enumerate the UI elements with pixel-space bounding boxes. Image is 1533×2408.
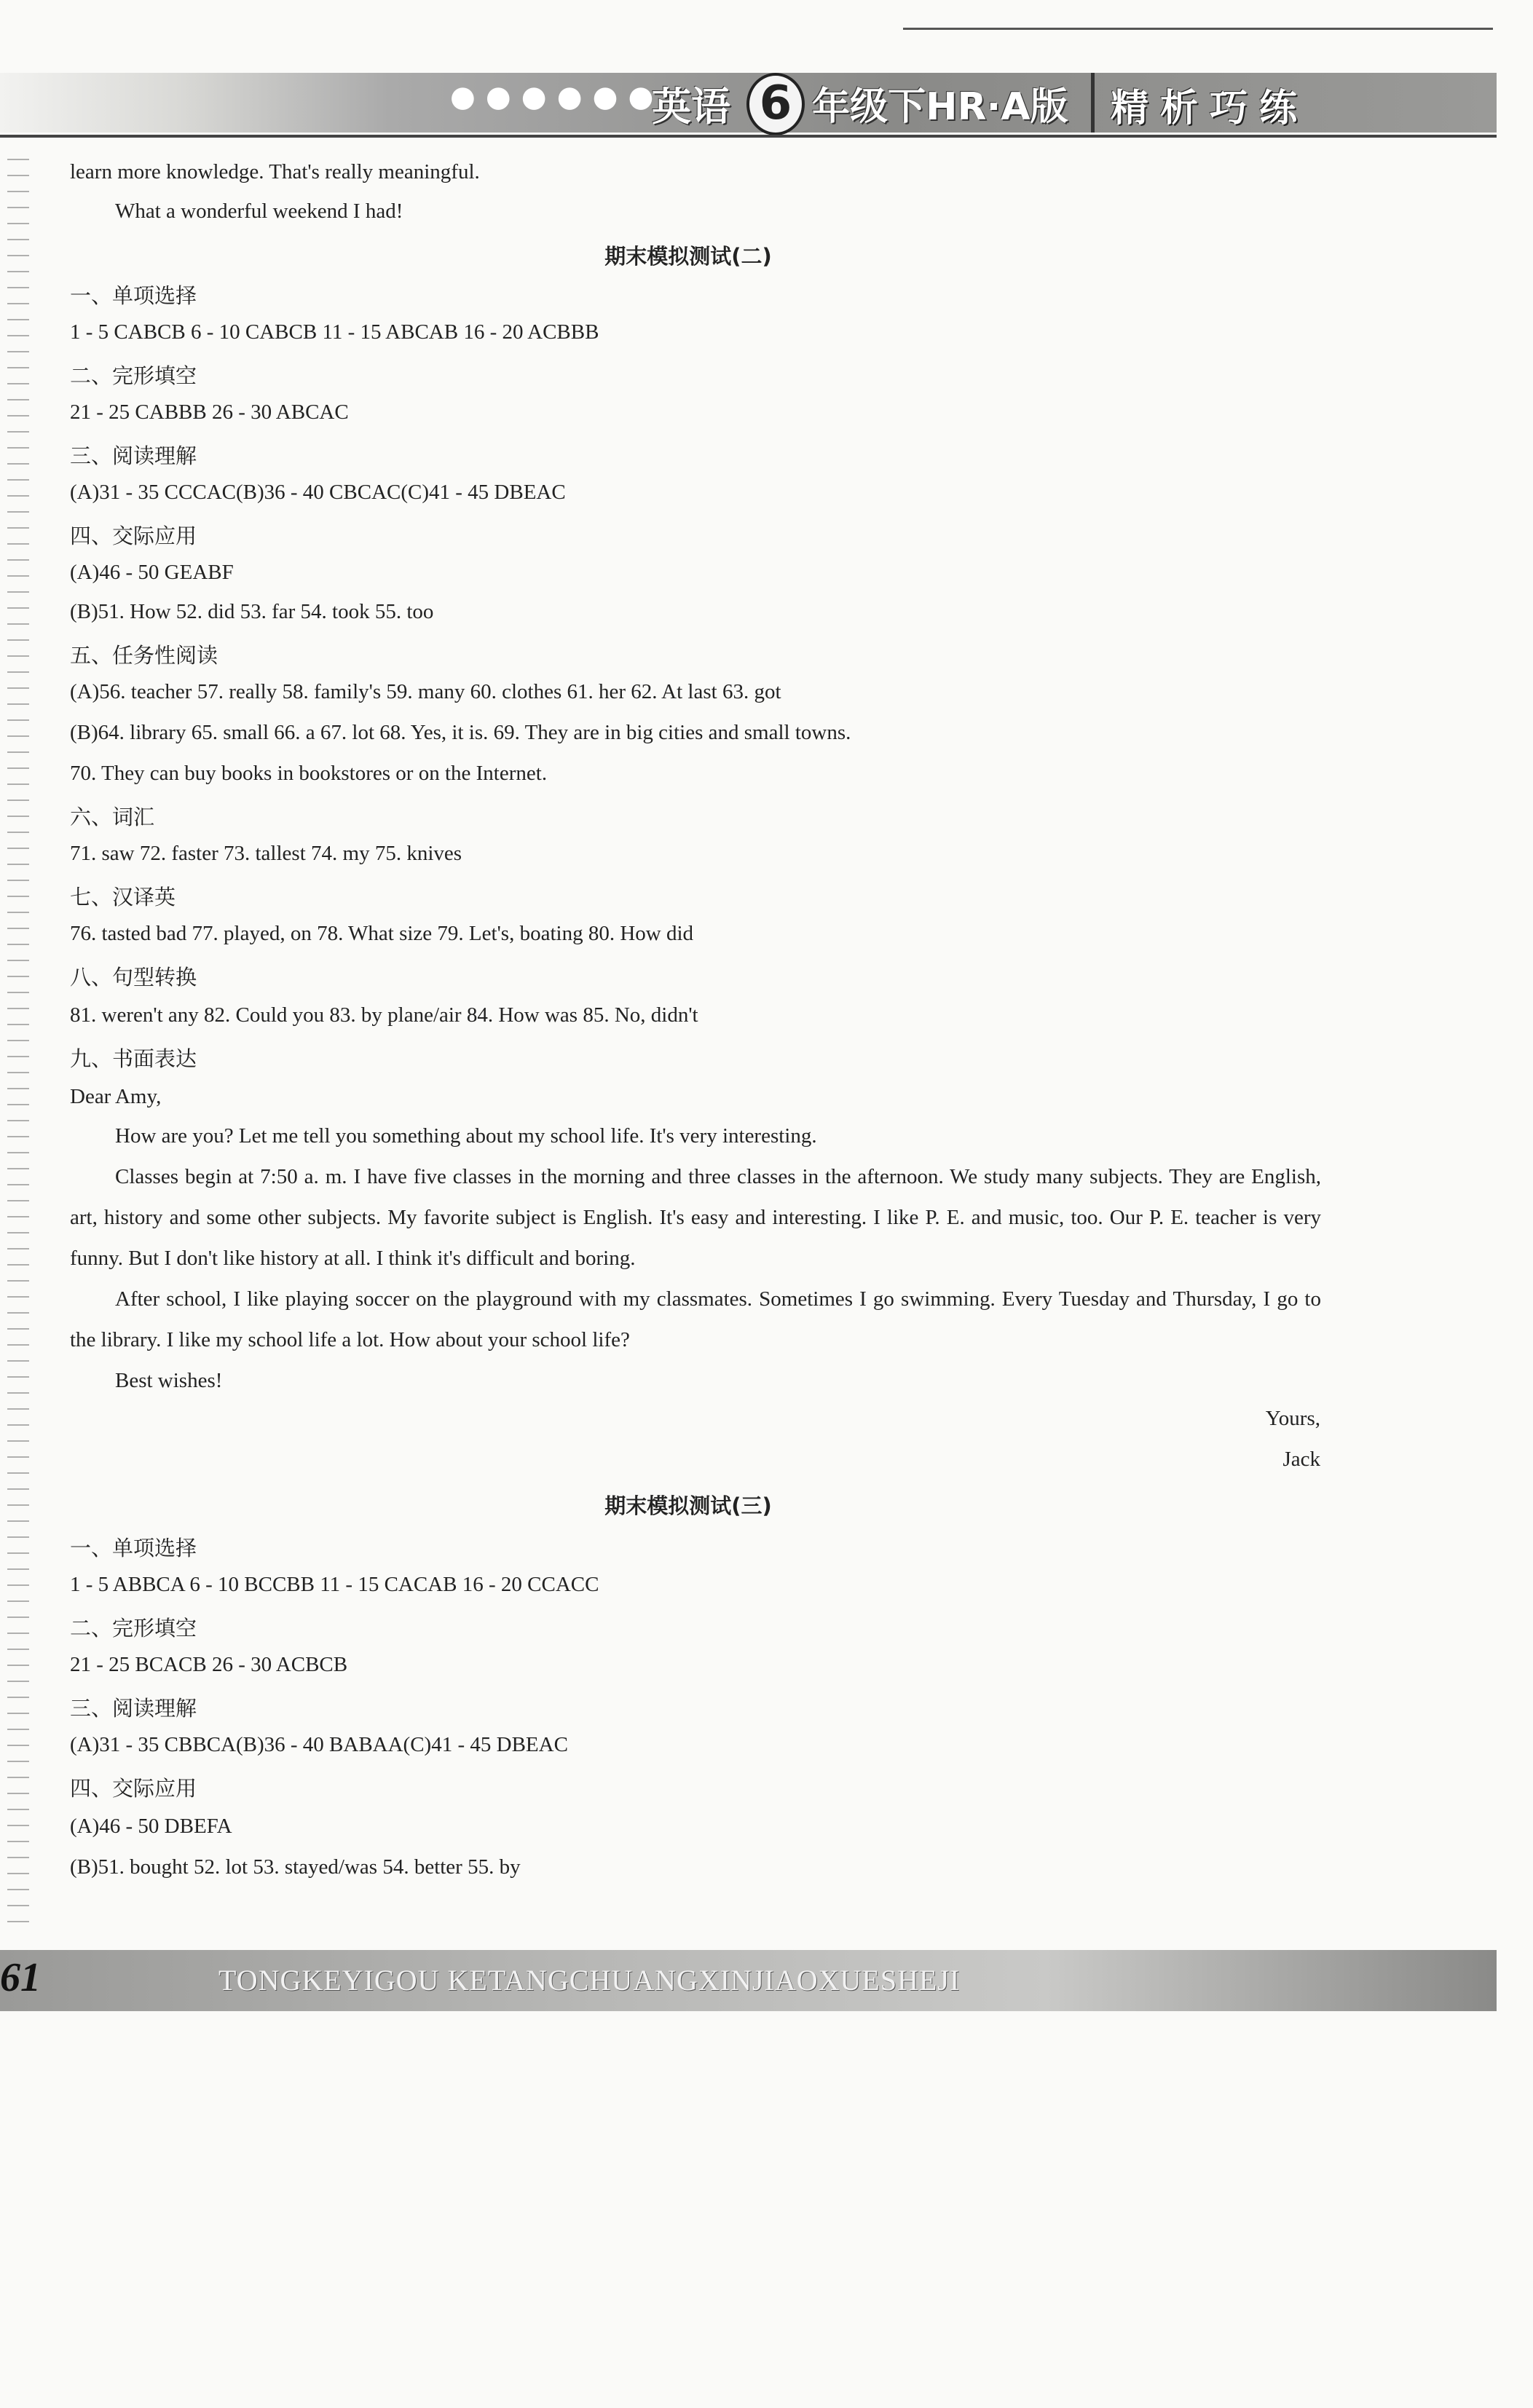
- grade-number-badge: 6: [746, 73, 805, 135]
- section-heading: 四、交际应用: [70, 524, 197, 548]
- header-subject: 英语: [652, 84, 730, 130]
- answer-line: (B)64. library 65. small 66. a 67. lot 68. Yes, it is. 69. They are in big cities and small towns.: [70, 721, 851, 744]
- section-heading: 七、汉译英: [70, 885, 176, 909]
- letter-paragraph: After school, I like playing soccer on the playground with my classmates. Sometimes I go swimming. Every Tuesday and Thursday, I go to the library. I like my school life a lot. How about your school life?: [70, 1287, 1321, 1351]
- answer-line: (A)31 - 35 CCCAC(B)36 - 40 CBCAC(C)41 - 45 DBEAC: [70, 481, 566, 504]
- answer-line: 1 - 5 CABCB 6 - 10 CABCB 11 - 15 ABCAB 16 - 20 ACBBB: [70, 320, 599, 344]
- section-heading: 一、单项选择: [70, 283, 197, 308]
- footer-slogan: TONGKEYIGOU KETANGCHUANGXINJIAOXUESHEJI: [218, 1964, 961, 1997]
- answer-line: (A)46 - 50 DBEFA: [70, 1815, 232, 1838]
- answer-line: 81. weren't any 82. Could you 83. by plane/air 84. How was 85. No, didn't: [70, 1003, 698, 1027]
- section-heading: 六、词汇: [70, 805, 155, 829]
- section-heading: 二、完形填空: [70, 1616, 197, 1641]
- header-dots: ●●●●●●: [450, 80, 664, 114]
- section-heading: 五、任务性阅读: [70, 643, 218, 668]
- header-edition: 年级下HR·A版: [812, 85, 1068, 129]
- section-heading: 三、阅读理解: [70, 1696, 197, 1721]
- letter-paragraph: How are you? Let me tell you something about my school life. It's very interesting.: [115, 1124, 817, 1148]
- letter-signature: Jack: [1282, 1448, 1320, 1471]
- section-heading: 八、句型转换: [70, 965, 197, 990]
- answer-line: (A)56. teacher 57. really 58. family's 59. many 60. clothes 61. her 62. At last 63. got: [70, 680, 781, 703]
- answer-line: (B)51. bought 52. lot 53. stayed/was 54. better 55. by: [70, 1855, 521, 1879]
- answer-line: 71. saw 72. faster 73. tallest 74. my 75. knives: [70, 842, 462, 865]
- answer-line: (A)46 - 50 GEABF: [70, 561, 234, 584]
- header-band: [0, 73, 1497, 133]
- section-heading: 九、书面表达: [70, 1046, 197, 1071]
- section-heading: 四、交际应用: [70, 1776, 197, 1801]
- footer-band: [0, 1950, 1497, 2011]
- letter-greeting: Dear Amy,: [70, 1085, 162, 1108]
- letter-paragraph: Classes begin at 7:50 a. m. I have five classes in the morning and three classes in the afternoon. We study many subjects. They are English, art, history and some other subjects. My favorite subject is English. It's easy and interesting. I like P. E. and music, too. Our P. E. teacher is very funny. But I don't like history at all. I think it's difficult and boring.: [70, 1165, 1321, 1270]
- answer-line: 21 - 25 CABBB 26 - 30 ABCAC: [70, 400, 349, 424]
- test-3-title: 期末模拟测试(三): [604, 1493, 772, 1518]
- letter-closing: Yours,: [1265, 1407, 1320, 1430]
- page-number: 61: [0, 1955, 41, 2000]
- top-rule: [903, 28, 1493, 30]
- section-heading: 一、单项选择: [70, 1536, 197, 1560]
- header-series-title: 精析巧练: [1111, 87, 1309, 130]
- intro-line: learn more knowledge. That's really meaningful.: [70, 160, 480, 183]
- answer-line: 21 - 25 BCACB 26 - 30 ACBCB: [70, 1653, 348, 1676]
- letter-paragraph: Best wishes!: [115, 1369, 223, 1392]
- header-divider: [1091, 73, 1095, 133]
- answer-line: (B)51. How 52. did 53. far 54. took 55. too: [70, 600, 434, 623]
- section-heading: 二、完形填空: [70, 363, 197, 388]
- answer-line: 70. They can buy books in bookstores or on the Internet.: [70, 762, 548, 785]
- header-underline: [0, 135, 1497, 138]
- intro-line: What a wonderful weekend I had!: [115, 200, 403, 223]
- answer-line: 1 - 5 ABBCA 6 - 10 BCCBB 11 - 15 CACAB 16 - 20 CCACC: [70, 1573, 599, 1596]
- answer-line: (A)31 - 35 CBBCA(B)36 - 40 BABAA(C)41 - 45 DBEAC: [70, 1733, 568, 1756]
- test-2-title: 期末模拟测试(二): [604, 244, 772, 269]
- answer-line: 76. tasted bad 77. played, on 78. What size 79. Let's, boating 80. How did: [70, 922, 694, 945]
- section-heading: 三、阅读理解: [70, 443, 197, 468]
- binding-decoration: [7, 153, 29, 1930]
